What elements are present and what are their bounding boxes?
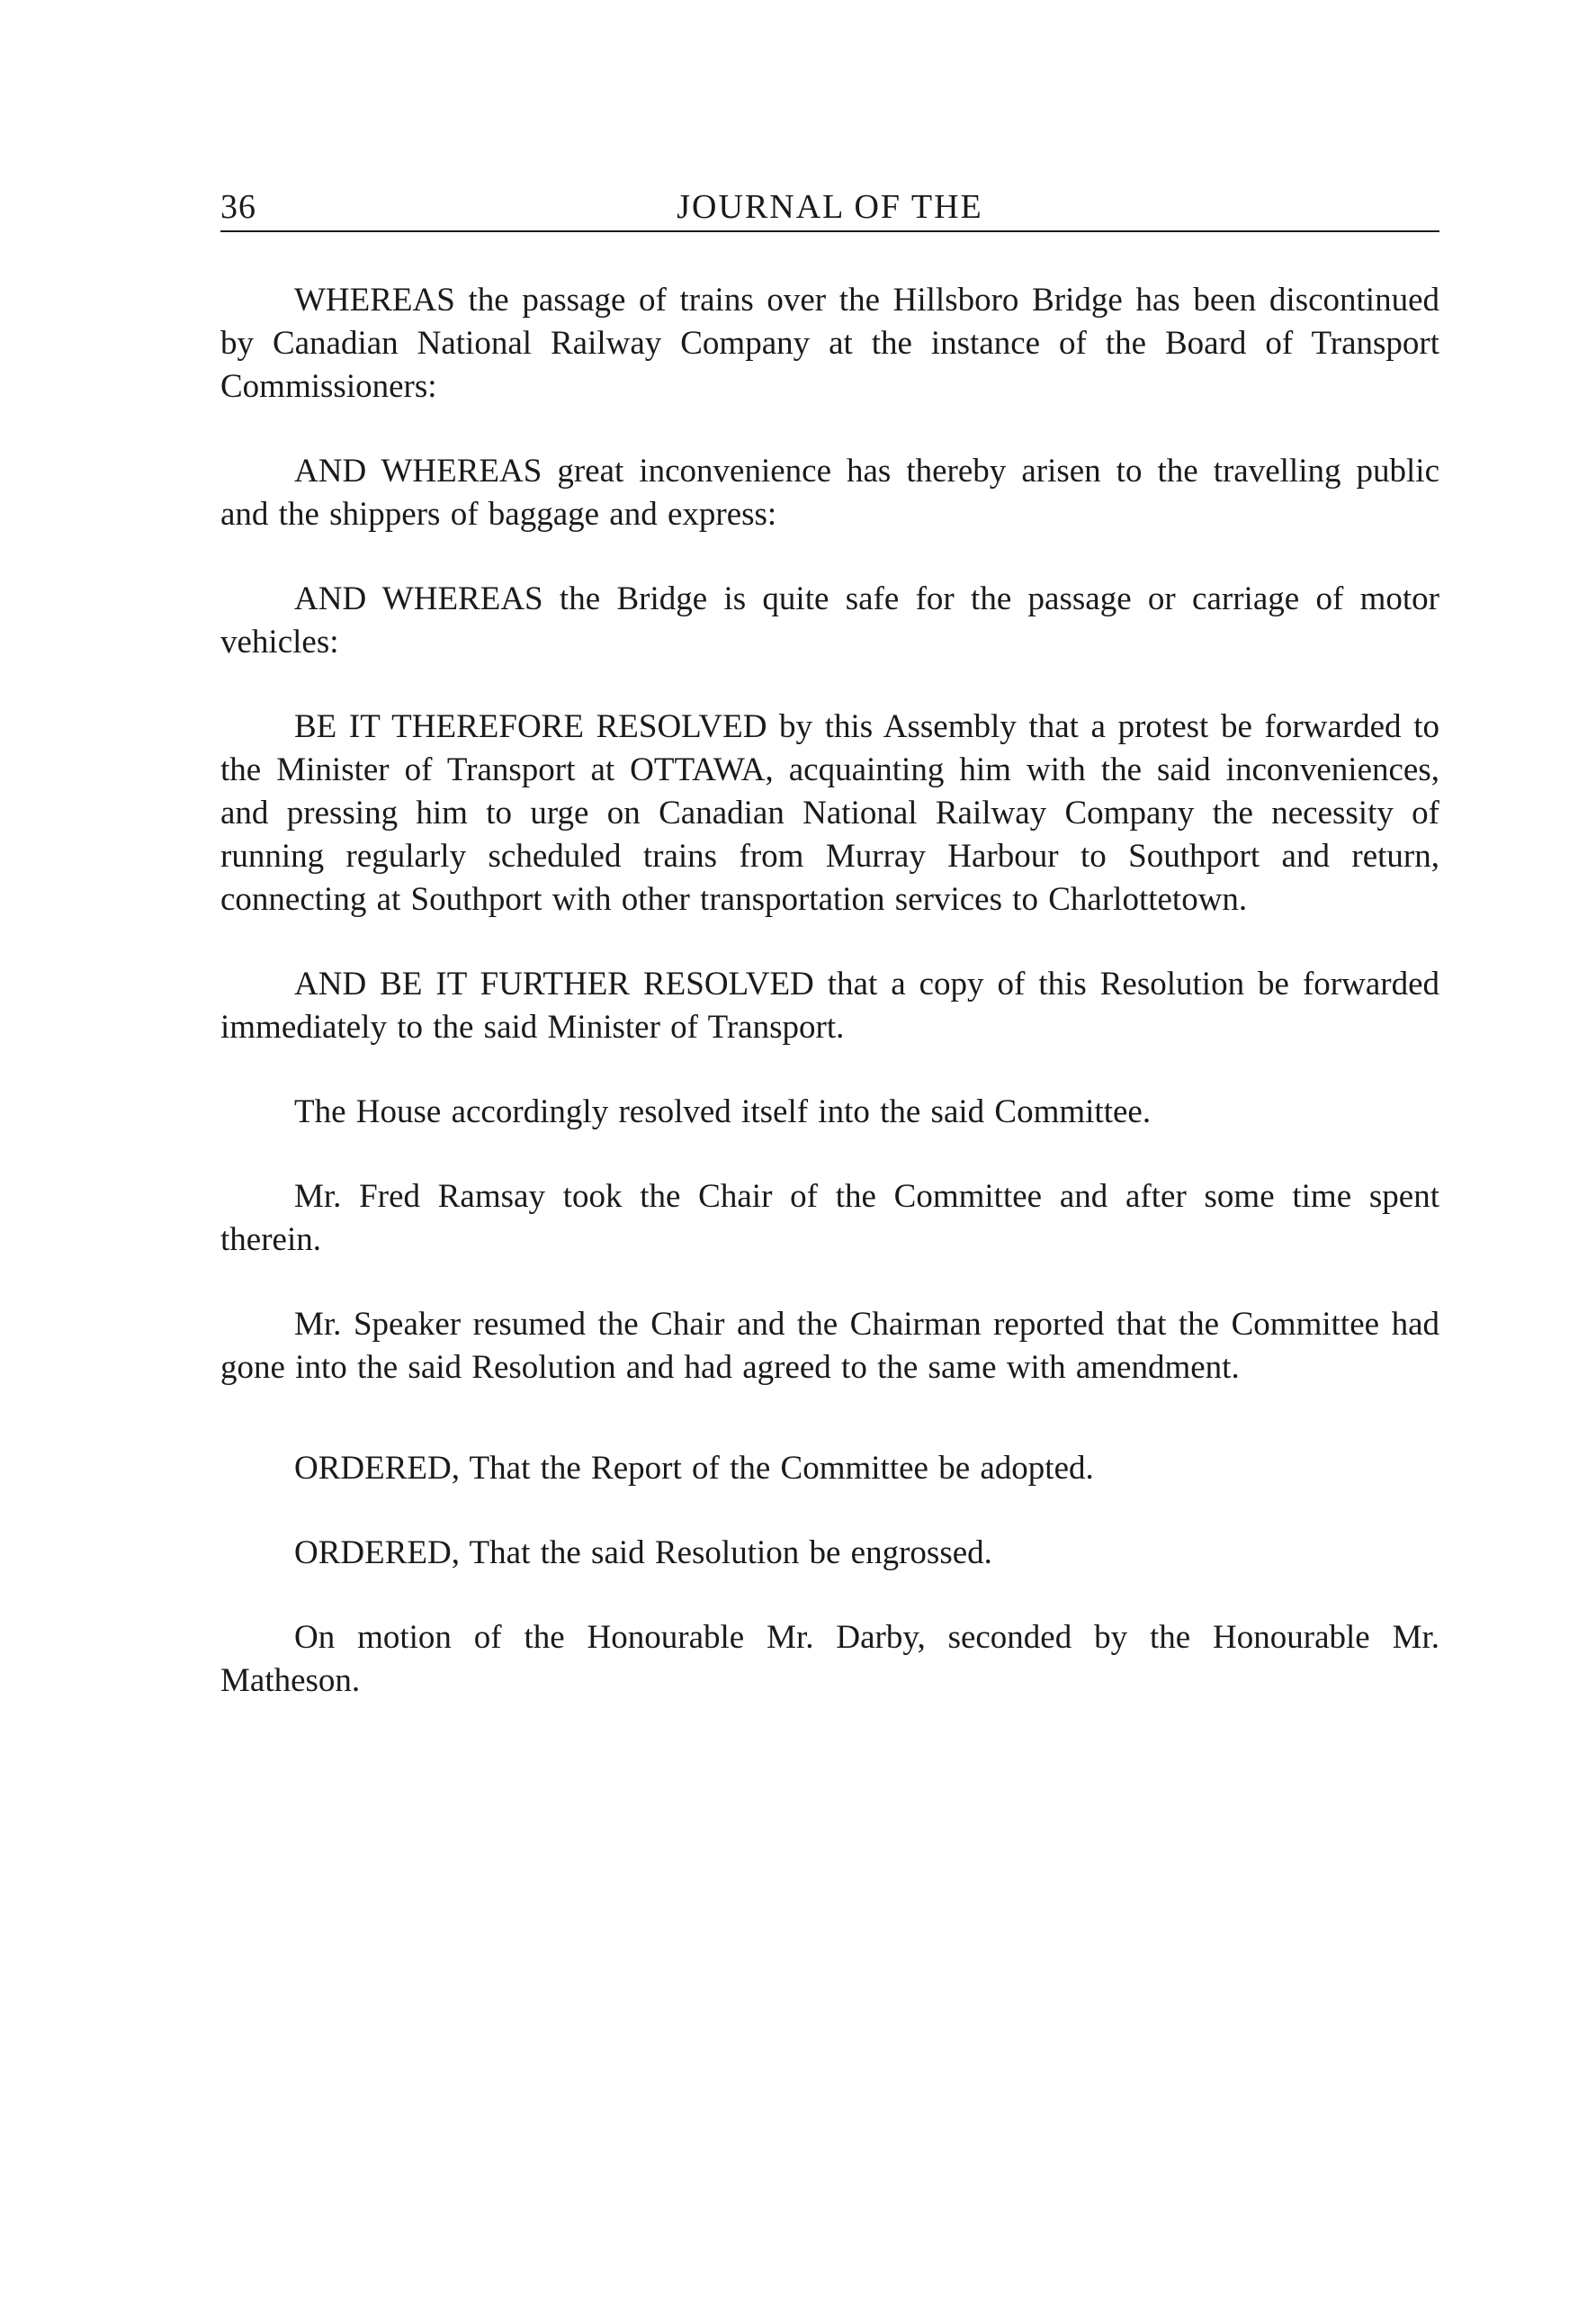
running-head: JOURNAL OF THE: [677, 188, 983, 226]
paragraph-ordered-report-adopted: ORDERED, That the Report of the Committee be adopted.: [294, 1450, 1094, 1487]
paragraph-whereas-trains-discontinued: WHEREAS the passage of trains over the Hillsboro Bridge has been discontinued by Canadian National Railway Company at the instance of the Board of Transport Commissioners:: [220, 282, 1439, 405]
paragraph-whereas-inconvenience: AND WHEREAS great inconvenience has thereby arisen to the travelling public and the shippers of baggage and express:: [220, 453, 1439, 533]
paragraph-ramsay-chair: Mr. Fred Ramsay took the Chair of the Committee and after some time spent therein.: [220, 1178, 1439, 1258]
paragraph-motion-darby: On motion of the Honourable Mr. Darby, seconded by the Honourable Mr. Matheson.: [220, 1619, 1439, 1699]
journal-page: [220, 180, 1439, 1744]
paragraph-resolved-protest: BE IT THEREFORE RESOLVED by this Assembly that a protest be forwarded to the Minister of Transport at OTTAWA, acquainting him with the said inconveniences, and pressing him to urge on Canadian National Railway Company the necessity of running regularly scheduled trains from Murray Harbour to Southport and return, connecting at Southport with other transportation services to Charlottetown.: [220, 708, 1439, 918]
page-number: 36: [220, 188, 256, 226]
paragraph-ordered-engrossed: ORDERED, That the said Resolution be engrossed.: [294, 1534, 992, 1571]
paragraph-speaker-resumed: Mr. Speaker resumed the Chair and the Chairman reported that the Committee had gone into the said Resolution and had agreed to the same with amendment.: [220, 1306, 1439, 1386]
page-header: [220, 180, 1439, 232]
paragraph-house-resolved: The House accordingly resolved itself into the said Committee.: [294, 1093, 1152, 1130]
journal-body: [220, 279, 1439, 1703]
paragraph-whereas-bridge-safe: AND WHEREAS the Bridge is quite safe for the passage or carriage of motor vehicles:: [220, 580, 1439, 661]
paragraph-further-resolved: AND BE IT FURTHER RESOLVED that a copy of this Resolution be forwarded immediately to the said Minister of Transport.: [220, 966, 1439, 1046]
